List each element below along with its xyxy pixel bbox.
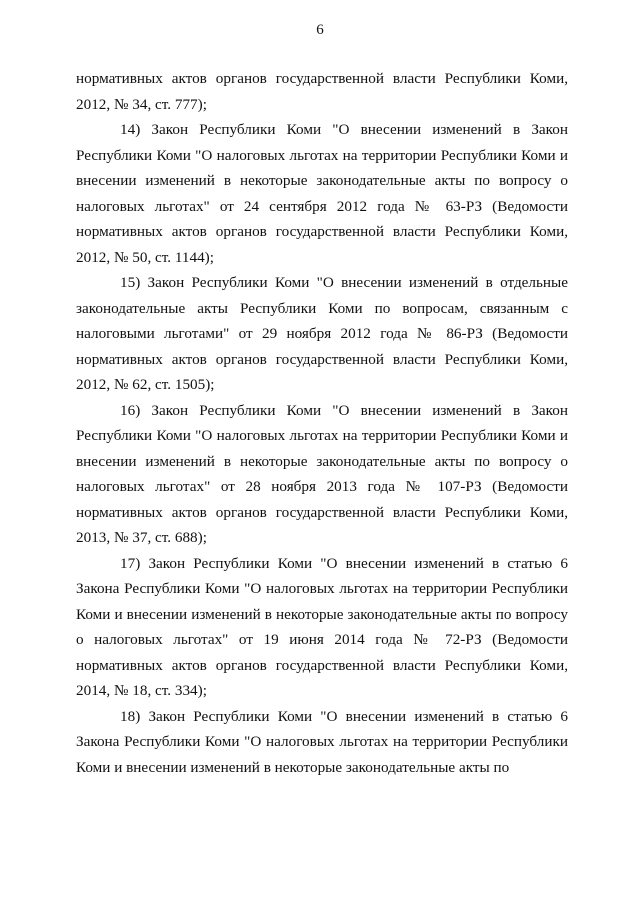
paragraph-item-15: 15) Закон Республики Коми "О внесении изменений в отдельные законодательные акты Республики Коми по вопросам, связанным с налоговыми льготами" от 29 ноября 2012 года № 86-РЗ (Ведомости нормативных актов органов государственной власти Республики Коми, 2012, № 62, ст. 1505); bbox=[76, 274, 568, 393]
page-number: 6 bbox=[316, 22, 324, 38]
paragraph-item-16: 16) Закон Республики Коми "О внесении изменений в Закон Республики Коми "О налоговых льготах на территории Республики Коми и внесении изменений в некоторые законодательные акты по вопросу о налоговых льготах" от 28 ноября 2013 года № 107-РЗ (Ведомости нормативных актов органов государственной власти Республики Коми, 2013, № 37, ст. 688); bbox=[76, 401, 568, 546]
document-body bbox=[76, 66, 568, 780]
paragraph-item-17: 17) Закон Республики Коми "О внесении изменений в статью 6 Закона Республики Коми "О налоговых льготах на территории Республики Коми и внесении изменений в некоторые законодательные акты по вопросу о налоговых льготах" от 19 июня 2014 года № 72-РЗ (Ведомости нормативных актов органов государственной власти Республики Коми, 2014, № 18, ст. 334); bbox=[76, 554, 568, 699]
paragraph-item-14: 14) Закон Республики Коми "О внесении изменений в Закон Республики Коми "О налоговых льготах на территории Республики Коми и внесении изменений в некоторые законодательные акты по вопросу о налоговых льготах" от 24 сентября 2012 года № 63-РЗ (Ведомости нормативных актов органов государственной власти Республики Коми, 2012, № 50, ст. 1144); bbox=[76, 121, 568, 266]
paragraph-item-18: 18) Закон Республики Коми "О внесении изменений в статью 6 Закона Республики Коми "О налоговых льготах на территории Республики Коми и внесении изменений в некоторые законодательные акты по bbox=[76, 707, 568, 776]
paragraph-continuation: нормативных актов органов государственной власти Республики Коми, 2012, № 34, ст. 777); bbox=[76, 70, 568, 113]
